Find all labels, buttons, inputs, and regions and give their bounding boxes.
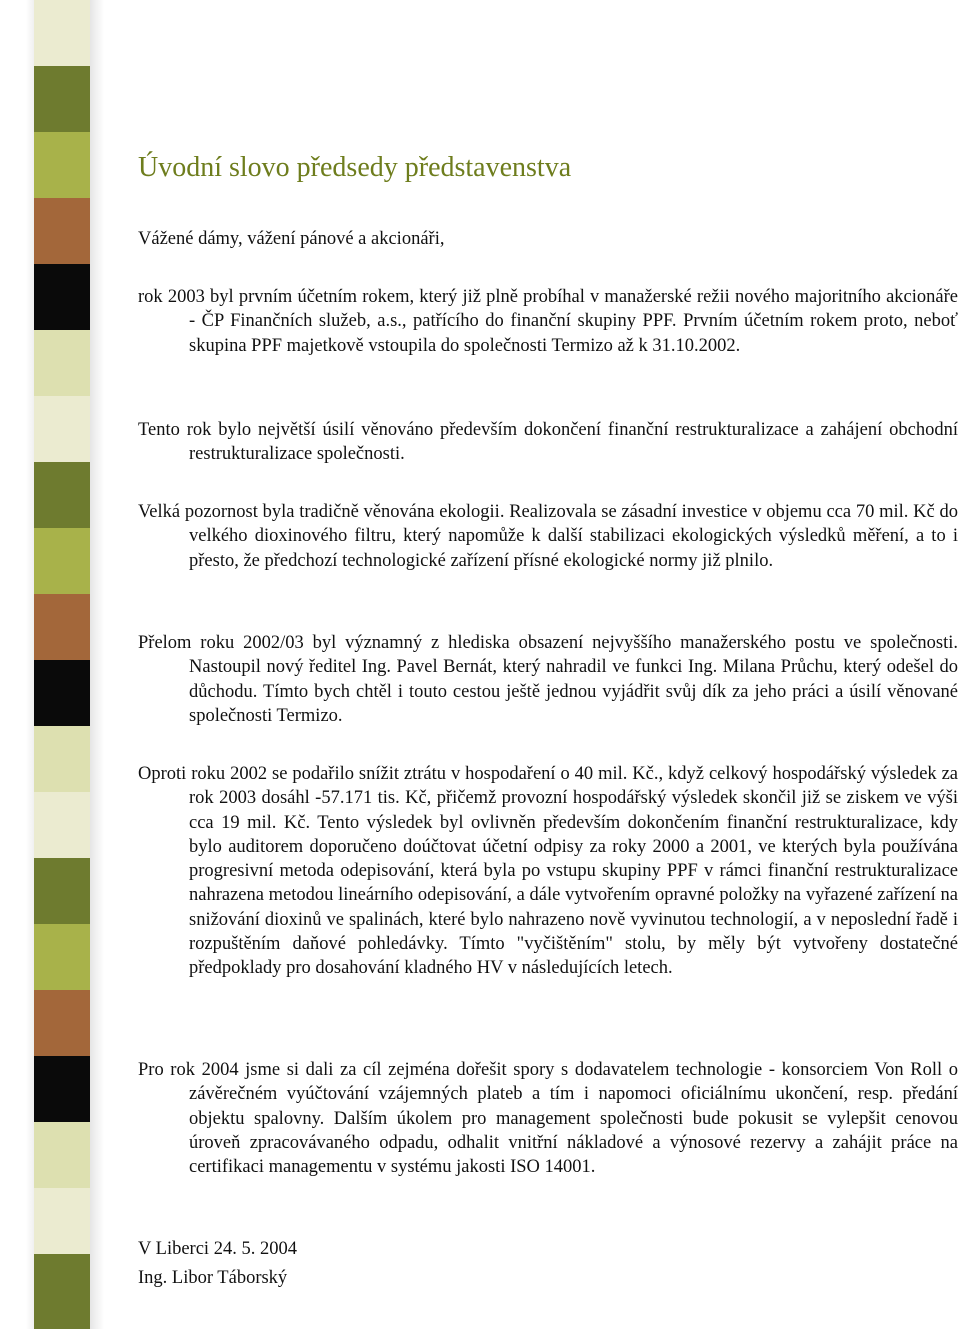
stripe-block bbox=[34, 726, 90, 792]
paragraph-6: Pro rok 2004 jsme si dali za cíl zejména dořešit spory s dodavatelem technologie - konsorciem Von Roll o závěrečném vyúčtování vzájemných plateb a tím i napomoci oficiálnímu ukončení, resp. předání objektu spalovny. Dalším úkolem pro management společnosti bude pokusit se vylepšit cenovou úroveň zpracovávaného odpadu, odhalit vnitřní nákladové a výnosové rezervy a zahájit práce na certifikaci managementu v systému jakosti ISO 14001. bbox=[138, 1060, 958, 1178]
stripe-block bbox=[34, 594, 90, 660]
stripe-block bbox=[34, 198, 90, 264]
stripe-block bbox=[34, 990, 90, 1056]
stripe-block bbox=[34, 1188, 90, 1254]
stripe-block bbox=[34, 132, 90, 198]
stripe-block bbox=[34, 792, 90, 858]
stripe-block bbox=[34, 66, 90, 132]
stripe-block bbox=[34, 858, 90, 924]
page-title: Úvodní slovo předsedy představenstva bbox=[138, 152, 572, 183]
stripe-block bbox=[34, 1122, 90, 1188]
stripe-block bbox=[34, 264, 90, 330]
paragraph-5: Oproti roku 2002 se podařilo snížit ztrátu v hospodaření o 40 mil. Kč., když celkový hospodářský výsledek za rok 2003 dosáhl -57.171 tis. Kč, přičemž provozní hospodářský výsledek skončil již se ziskem ve výši cca 19 mil. Kč. Tento výsledek byl ovlivněn především dokončením finanční restrukturalizace, kdy bylo auditorem doporučeno doúčtovat účetní odpisy za roky 2000 a 2001, ve kterých byla používána progresivní metoda odepisování, která byla po vstupu skupiny PPF v rámci finanční restrukturalizace nahrazena metodou lineárního odepisování, a dále vytvořením opravné položky na vyřazené zařízení na snižování dioxinů ve spalinách, které bylo nahrazeno nově vyvinutou technologií, a v neposlední řadě i rozpuštěním daňové pohledávky. Tímto "vyčištěním" stolu, by měly být vytvořeny dostatečné předpoklady pro dosahování kladného HV v následujících letech. bbox=[138, 764, 958, 979]
stripe-block bbox=[34, 396, 90, 462]
signature: Ing. Libor Táborský bbox=[138, 1268, 288, 1288]
stripe-block bbox=[34, 660, 90, 726]
paragraph-3: Velká pozornost byla tradičně věnována ekologii. Realizovala se zásadní investice v objemu cca 70 mil. Kč do velkého dioxinového filtru, který napomůže k další stabilizaci ekologických výsledků měření, a to i přesto, že předchozí technologické zařízení přísné ekologické normy již plnilo. bbox=[138, 502, 958, 571]
stripe-block bbox=[34, 330, 90, 396]
stripe-block bbox=[34, 1056, 90, 1122]
paragraph-4: Přelom roku 2002/03 byl významný z hlediska obsazení nejvyššího manažerského postu ve společnosti. Nastoupil nový ředitel Ing. Pavel Bernát, který nahradil ve funkci Ing. Milana Průchu, který odešel do důchodu. Tímto bych chtěl i touto cestou ještě jednou vyjádřit svůj dík za jeho práci a úsilí věnované společnosti Termizo. bbox=[138, 633, 958, 726]
stripe-block bbox=[34, 924, 90, 990]
decorative-stripe bbox=[0, 0, 110, 1329]
stripe-block bbox=[34, 1254, 90, 1329]
greeting: Vážené dámy, vážení pánové a akcionáři, bbox=[138, 229, 445, 249]
paragraph-1: rok 2003 byl prvním účetním rokem, který již plně probíhal v manažerské režii nového majoritního akcionáře - ČP Finančních služeb, a.s., patřícího do finanční skupiny PPF. Prvním účetním rokem proto, neboť skupina PPF majetkově vstoupila do společnosti Termizo až k 31.10.2002. bbox=[138, 287, 958, 356]
stripe-block bbox=[34, 528, 90, 594]
stripe-block bbox=[34, 0, 90, 66]
place-date: V Liberci 24. 5. 2004 bbox=[138, 1239, 297, 1259]
stripe-block bbox=[34, 462, 90, 528]
paragraph-2: Tento rok bylo největší úsilí věnováno především dokončení finanční restrukturalizace a zahájení obchodní restrukturalizace společnosti. bbox=[138, 420, 958, 465]
